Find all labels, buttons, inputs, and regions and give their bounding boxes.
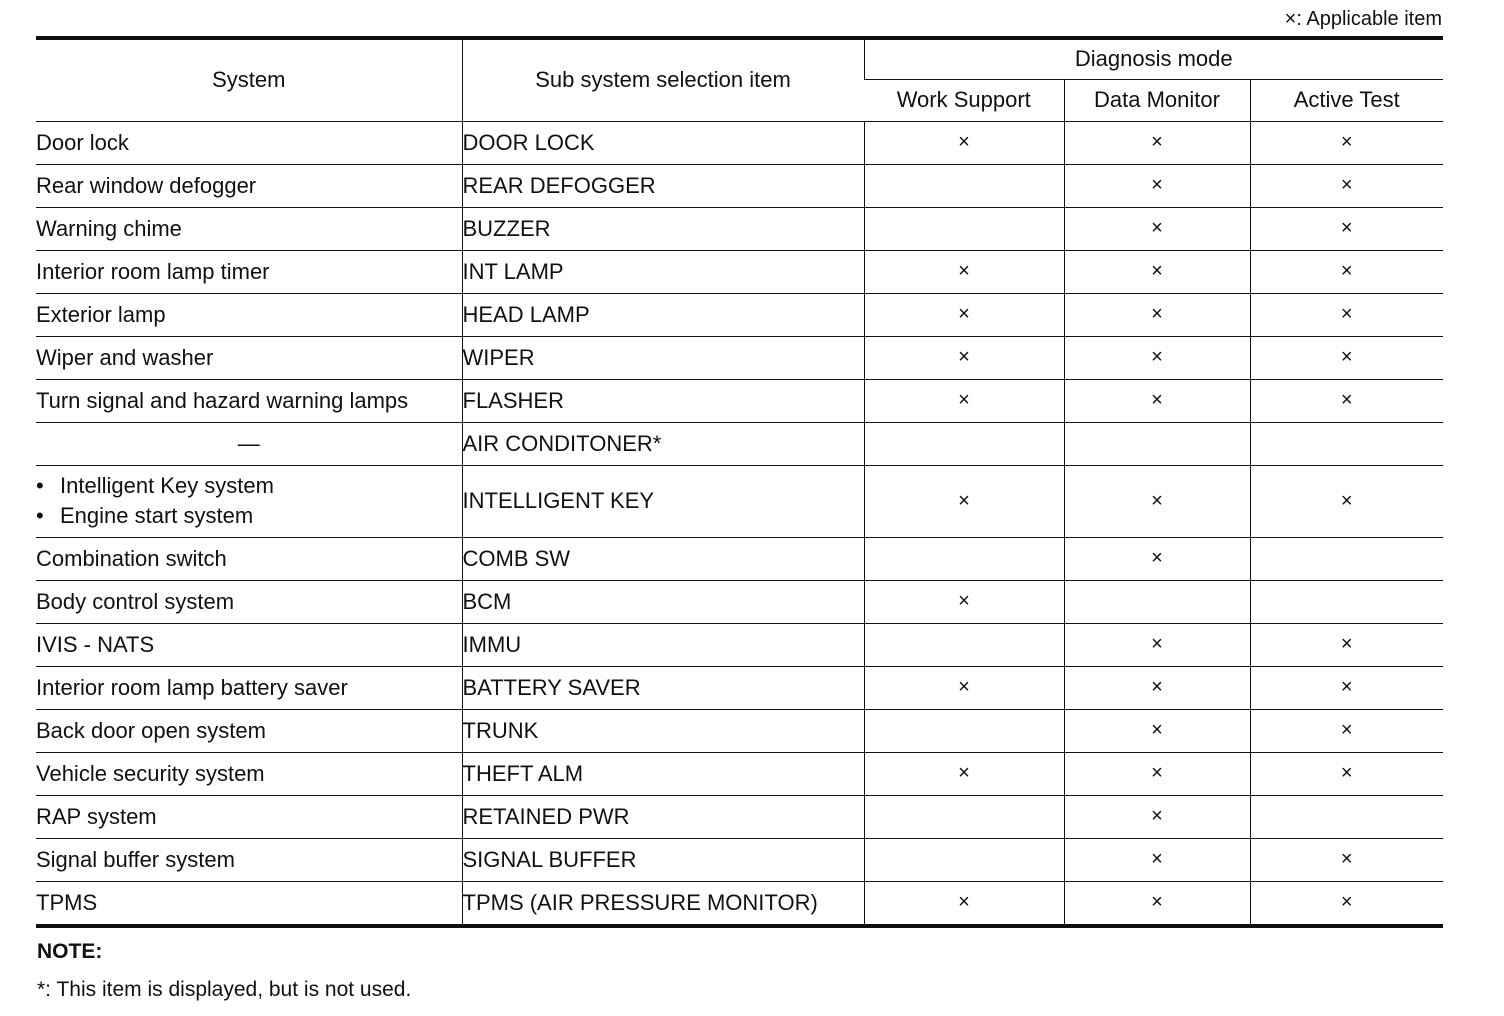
- data-monitor-cell: [1064, 422, 1250, 465]
- work-support-cell: ×: [864, 121, 1064, 164]
- system-cell: Combination switch: [36, 537, 462, 580]
- header-data-monitor: Data Monitor: [1064, 79, 1250, 121]
- sub-system-cell: FLASHER: [462, 379, 864, 422]
- data-monitor-cell: ×: [1064, 121, 1250, 164]
- system-cell: Back door open system: [36, 709, 462, 752]
- bullet-icon: •: [36, 503, 44, 528]
- data-monitor-cell: ×: [1064, 379, 1250, 422]
- data-monitor-cell: ×: [1064, 207, 1250, 250]
- sub-system-cell: REAR DEFOGGER: [462, 164, 864, 207]
- work-support-cell: ×: [864, 881, 1064, 926]
- table-body: [36, 121, 1443, 926]
- work-support-cell: [864, 422, 1064, 465]
- header-work-support: Work Support: [864, 79, 1064, 121]
- sub-system-cell: HEAD LAMP: [462, 293, 864, 336]
- table-row: [36, 121, 1443, 164]
- sub-system-cell: THEFT ALM: [462, 752, 864, 795]
- table-row: [36, 580, 1443, 623]
- system-cell: Body control system: [36, 580, 462, 623]
- table-header: [36, 38, 1443, 121]
- note-title: NOTE:: [37, 940, 103, 963]
- table-row: [36, 537, 1443, 580]
- work-support-cell: [864, 207, 1064, 250]
- work-support-cell: ×: [864, 580, 1064, 623]
- table-row: [36, 709, 1443, 752]
- data-monitor-cell: [1064, 580, 1250, 623]
- active-test-cell: ×: [1250, 250, 1443, 293]
- sub-system-cell: BATTERY SAVER: [462, 666, 864, 709]
- sub-system-cell: SIGNAL BUFFER: [462, 838, 864, 881]
- work-support-cell: [864, 164, 1064, 207]
- sub-system-cell: RETAINED PWR: [462, 795, 864, 838]
- table-row: [36, 207, 1443, 250]
- system-cell: Interior room lamp timer: [36, 250, 462, 293]
- data-monitor-cell: ×: [1064, 537, 1250, 580]
- data-monitor-cell: ×: [1064, 752, 1250, 795]
- work-support-cell: [864, 838, 1064, 881]
- sub-system-cell: COMB SW: [462, 537, 864, 580]
- bullet-icon: •: [36, 473, 44, 498]
- table-row: [36, 795, 1443, 838]
- diagnosis-mode-table: [36, 36, 1443, 928]
- active-test-cell: ×: [1250, 752, 1443, 795]
- system-cell: Warning chime: [36, 207, 462, 250]
- data-monitor-cell: ×: [1064, 838, 1250, 881]
- active-test-cell: ×: [1250, 164, 1443, 207]
- note-text: *: This item is displayed, but is not used.: [37, 978, 412, 1001]
- active-test-cell: ×: [1250, 881, 1443, 926]
- active-test-cell: ×: [1250, 379, 1443, 422]
- work-support-cell: ×: [864, 293, 1064, 336]
- system-cell: IVIS - NATS: [36, 623, 462, 666]
- active-test-cell: [1250, 537, 1443, 580]
- system-cell: RAP system: [36, 795, 462, 838]
- system-cell: [36, 465, 462, 537]
- work-support-cell: ×: [864, 752, 1064, 795]
- system-bullet-text: Intelligent Key system: [60, 473, 274, 498]
- data-monitor-cell: ×: [1064, 881, 1250, 926]
- system-cell: Exterior lamp: [36, 293, 462, 336]
- active-test-cell: ×: [1250, 336, 1443, 379]
- table-row: [36, 752, 1443, 795]
- system-cell: Signal buffer system: [36, 838, 462, 881]
- active-test-cell: [1250, 580, 1443, 623]
- work-support-cell: ×: [864, 465, 1064, 537]
- active-test-cell: ×: [1250, 666, 1443, 709]
- system-bullet-item: [36, 471, 462, 501]
- header-sub-system: Sub system selection item: [462, 38, 864, 121]
- system-cell: Rear window defogger: [36, 164, 462, 207]
- work-support-cell: [864, 623, 1064, 666]
- system-cell: Turn signal and hazard warning lamps: [36, 379, 462, 422]
- work-support-cell: [864, 795, 1064, 838]
- active-test-cell: ×: [1250, 207, 1443, 250]
- sub-system-cell: WIPER: [462, 336, 864, 379]
- table-row: [36, 336, 1443, 379]
- active-test-cell: [1250, 422, 1443, 465]
- applicable-item-legend: ×: Applicable item: [1284, 8, 1442, 30]
- system-bullet-item: [36, 501, 462, 531]
- sub-system-cell: IMMU: [462, 623, 864, 666]
- active-test-cell: ×: [1250, 709, 1443, 752]
- system-bullet-text: Engine start system: [60, 503, 254, 528]
- data-monitor-cell: ×: [1064, 250, 1250, 293]
- work-support-cell: [864, 709, 1064, 752]
- system-cell: Wiper and washer: [36, 336, 462, 379]
- table-row: [36, 293, 1443, 336]
- sub-system-cell: AIR CONDITONER*: [462, 422, 864, 465]
- table-row: [36, 838, 1443, 881]
- work-support-cell: ×: [864, 250, 1064, 293]
- data-monitor-cell: ×: [1064, 465, 1250, 537]
- table-row: [36, 623, 1443, 666]
- sub-system-cell: DOOR LOCK: [462, 121, 864, 164]
- active-test-cell: ×: [1250, 465, 1443, 537]
- active-test-cell: ×: [1250, 623, 1443, 666]
- work-support-cell: ×: [864, 336, 1064, 379]
- sub-system-cell: INTELLIGENT KEY: [462, 465, 864, 537]
- data-monitor-cell: ×: [1064, 666, 1250, 709]
- data-monitor-cell: ×: [1064, 623, 1250, 666]
- sub-system-cell: BCM: [462, 580, 864, 623]
- active-test-cell: ×: [1250, 293, 1443, 336]
- data-monitor-cell: ×: [1064, 293, 1250, 336]
- header-active-test: Active Test: [1250, 79, 1443, 121]
- data-monitor-cell: ×: [1064, 795, 1250, 838]
- active-test-cell: ×: [1250, 121, 1443, 164]
- data-monitor-cell: ×: [1064, 336, 1250, 379]
- work-support-cell: ×: [864, 379, 1064, 422]
- table-row: [36, 250, 1443, 293]
- system-cell: —: [36, 422, 462, 465]
- table-row: [36, 881, 1443, 926]
- work-support-cell: [864, 537, 1064, 580]
- data-monitor-cell: ×: [1064, 164, 1250, 207]
- sub-system-cell: TPMS (AIR PRESSURE MONITOR): [462, 881, 864, 926]
- sub-system-cell: TRUNK: [462, 709, 864, 752]
- table-row: [36, 465, 1443, 537]
- header-system: System: [36, 38, 462, 121]
- sub-system-cell: BUZZER: [462, 207, 864, 250]
- system-cell: Door lock: [36, 121, 462, 164]
- data-monitor-cell: ×: [1064, 709, 1250, 752]
- header-diagnosis-mode: Diagnosis mode: [864, 38, 1443, 79]
- system-cell: Interior room lamp battery saver: [36, 666, 462, 709]
- active-test-cell: [1250, 795, 1443, 838]
- table-row: [36, 666, 1443, 709]
- system-cell: TPMS: [36, 881, 462, 926]
- table-row: [36, 422, 1443, 465]
- system-cell: Vehicle security system: [36, 752, 462, 795]
- active-test-cell: ×: [1250, 838, 1443, 881]
- table-row: [36, 379, 1443, 422]
- table-row: [36, 164, 1443, 207]
- system-bullet-list: [36, 471, 462, 531]
- work-support-cell: ×: [864, 666, 1064, 709]
- sub-system-cell: INT LAMP: [462, 250, 864, 293]
